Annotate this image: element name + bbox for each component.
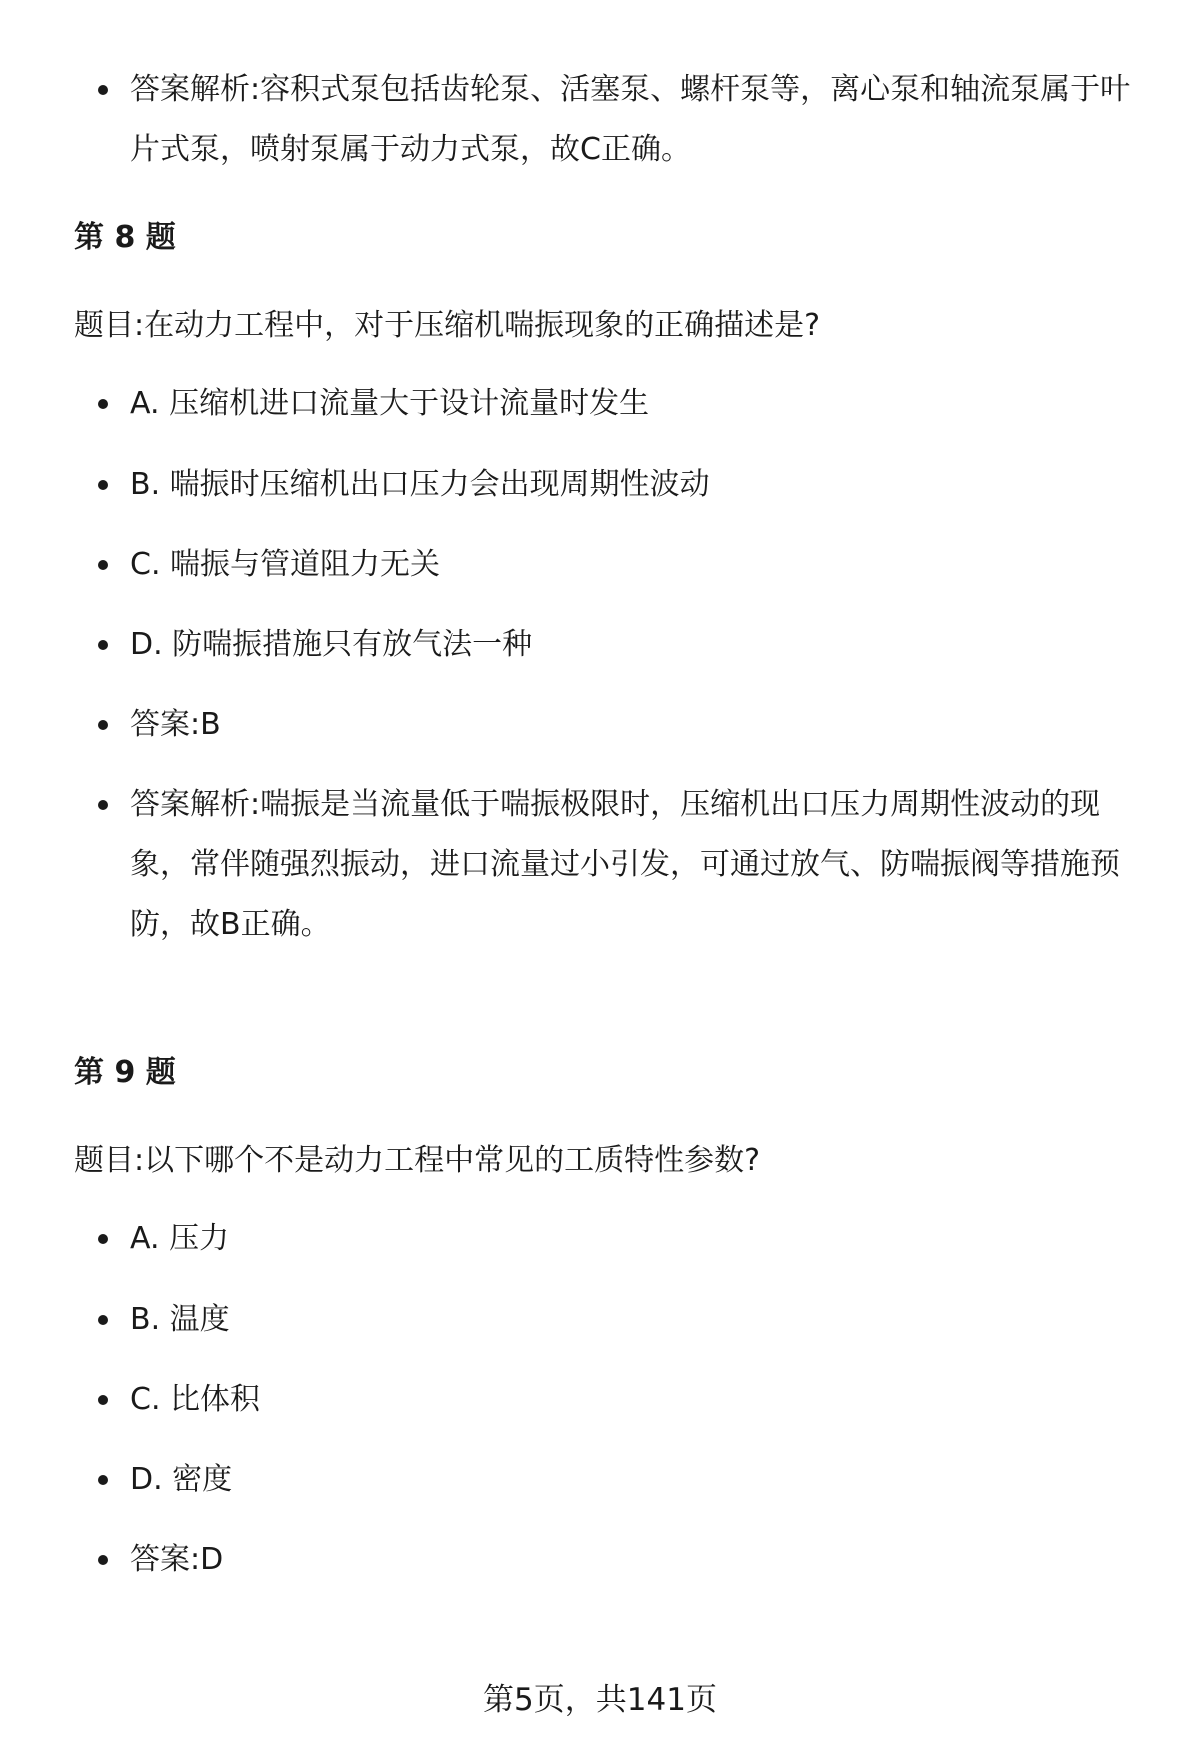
q8-option-a: A. 压缩机进口流量大于设计流量时发生 (130, 374, 1140, 434)
q8-answer: 答案:B (130, 695, 1140, 755)
q9-heading: 第 9 题 (74, 1055, 176, 1090)
page-number-footer: 第5页，共141页 (483, 1682, 717, 1718)
q9-option-c: C. 比体积 (130, 1370, 1140, 1430)
q9-option-b: B. 温度 (130, 1290, 1140, 1350)
q9-answer: 答案:D (130, 1530, 1140, 1590)
q8-option-b: B. 喘振时压缩机出口压力会出现周期性波动 (130, 455, 1140, 515)
q7-analysis: 答案解析:容积式泵包括齿轮泵、活塞泵、螺杆泵等，离心泵和轴流泵属于叶片式泵，喷射泵属于动力式泵，故C正确。 (130, 60, 1140, 180)
q9-option-a: A. 压力 (130, 1209, 1140, 1269)
q8-option-c: C. 喘振与管道阻力无关 (130, 535, 1140, 595)
q8-heading: 第 8 题 (74, 220, 176, 255)
q8-question: 题目:在动力工程中，对于压缩机喘振现象的正确描述是? (74, 308, 821, 343)
q9-option-d: D. 密度 (130, 1450, 1140, 1510)
q8-option-d: D. 防喘振措施只有放气法一种 (130, 615, 1140, 675)
q8-analysis: 答案解析:喘振是当流量低于喘振极限时，压缩机出口压力周期性波动的现象，常伴随强烈振动，进口流量过小引发，可通过放气、防喘振阀等措施预防，故B正确。 (130, 775, 1140, 955)
q9-question: 题目:以下哪个不是动力工程中常见的工质特性参数? (74, 1143, 761, 1178)
